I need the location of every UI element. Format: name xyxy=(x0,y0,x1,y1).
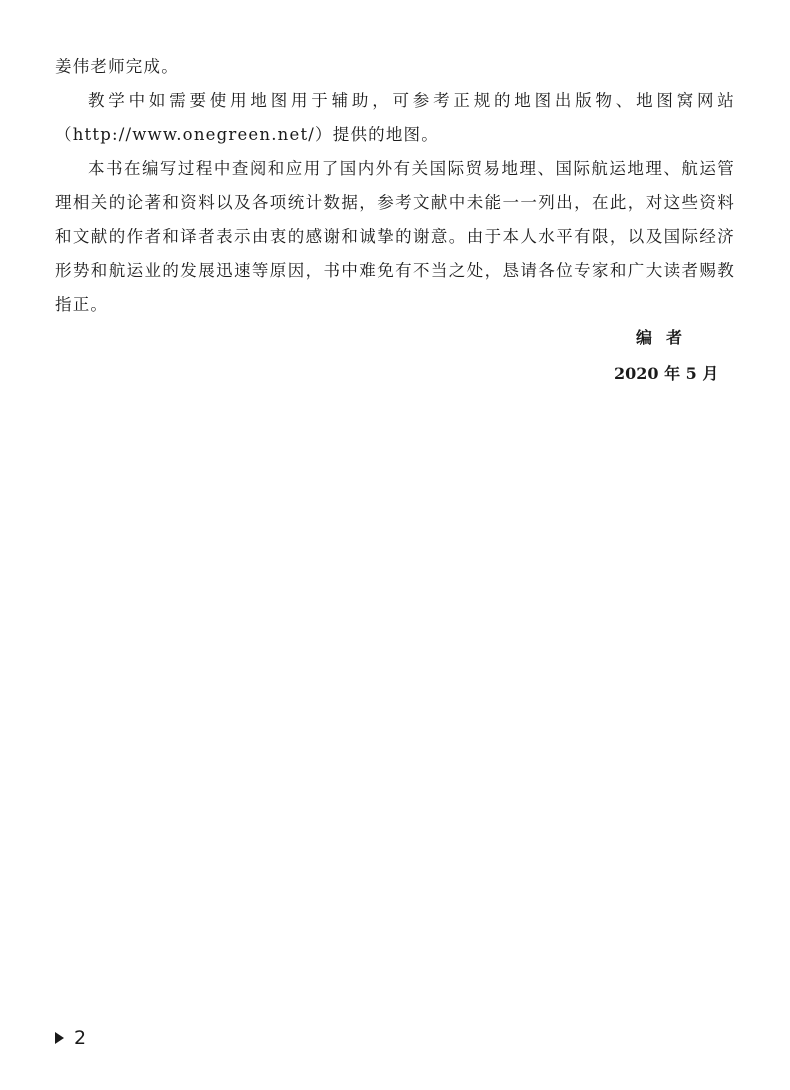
triangle-marker-icon xyxy=(55,1032,64,1044)
signature-author: 编者 xyxy=(636,328,697,347)
paragraph-acknowledgement: 本书在编写过程中查阅和应用了国内外有关国际贸易地理、国际航运地理、航运管理相关的论著和资料以及各项统计数据，参考文献中未能一一列出，在此，对这些资料和文献的作者和译者表示由衷的感谢和诚挚的谢意。由于本人水平有限，以及国际经济形势和航运业的发展迅速等原因，书中难免有不当之处，恳请各位专家和广大读者赐教指正。 xyxy=(55,159,735,314)
page-number: 2 xyxy=(74,1027,87,1049)
paragraph-continuation: 姜伟老师完成。 xyxy=(55,57,179,76)
page-footer xyxy=(55,1027,86,1049)
page-body xyxy=(55,50,735,322)
signature-date: 2020 年 5 月 xyxy=(614,364,719,383)
paragraph-map-reference: 教学中如需要使用地图用于辅助，可参考正规的地图出版物、地图窝网站（http://www.onegreen.net/）提供的地图。 xyxy=(55,91,735,144)
